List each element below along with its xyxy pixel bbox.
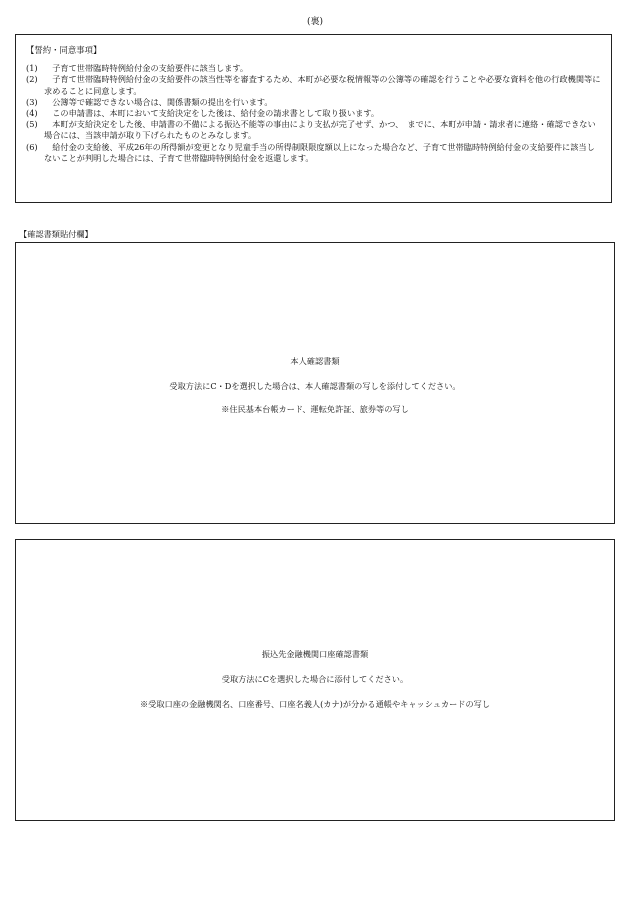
- pledge-item-2: [26, 74, 601, 96]
- pledge-item-text: この申請書は、本町において支給決定をした後は、給付金の請求書として取り扱います。: [52, 108, 380, 119]
- bank-document-title: 振込先金融機関口座確認書類: [261, 649, 369, 659]
- pledge-item-text: 公簿等で確認できない場合は、関係書類の提出を行います。: [52, 96, 273, 107]
- pledge-section: [15, 34, 612, 203]
- pledge-item-number: (3): [26, 96, 38, 107]
- pledge-item-number: (1): [26, 63, 38, 74]
- pledge-item-3: [26, 97, 601, 108]
- identity-document-attach-area: [15, 242, 615, 524]
- pledge-title: 【誓約・同意事項】: [26, 45, 102, 55]
- pledge-item-5: [26, 119, 601, 141]
- pledge-item-number: (2): [26, 74, 38, 85]
- bank-document-note: ※受取口座の金融機関名、口座番号、口座名義人(カナ)が分かる通帳やキャッシュカードの写し: [139, 699, 491, 709]
- pledge-item-text: 給付金の支給後、平成26年の所得額が変更となり児童手当の所得制限限度額以上になった場合など、子育て世帯臨時特例給付金の支給要件に該当しないことが判明した場合には、子育て世帯臨時特例給付金を返還します。: [44, 141, 595, 163]
- pledge-item-4: [26, 108, 601, 119]
- identity-document-instruction: 受取方法にC・Dを選択した場合は、本人確認書類の写しを添付してください。: [169, 381, 461, 391]
- pledge-item-number: (5): [26, 119, 38, 130]
- pledge-item-text: 子育て世帯臨時特例給付金の支給要件の該当性等を審査するため、本町が必要な税情報等の公簿等の確認を行うことや必要な資料を他の行政機関等に求めることに同意します。: [44, 74, 601, 96]
- identity-document-note: ※住民基本台帳カード、運転免許証、旅券等の写し: [221, 404, 409, 414]
- pledge-item-text: 本町が支給決定をした後、申請書の不備による振込不能等の事由により支払が完了せず、かつ、 までに、本町が申請・請求者に連絡・確認できない場合には、当該申請が取り下げられたものとみなします。: [44, 119, 596, 141]
- attach-section-label: 【確認書類貼付欄】: [19, 229, 93, 239]
- pledge-item-number: (4): [26, 108, 38, 119]
- identity-document-title: 本人確認書類: [290, 356, 340, 366]
- pledge-item-6: [26, 142, 601, 164]
- pledge-item-text: 子育て世帯臨時特例給付金の支給要件に該当します。: [52, 63, 249, 74]
- pledge-list: [26, 63, 601, 164]
- bank-account-document-attach-area: [15, 539, 615, 821]
- pledge-item-1: [26, 63, 601, 74]
- bank-document-instruction: 受取方法にCを選択した場合に添付してください。: [221, 674, 409, 684]
- page-side-label: (裏): [306, 17, 324, 27]
- pledge-item-number: (6): [26, 141, 38, 152]
